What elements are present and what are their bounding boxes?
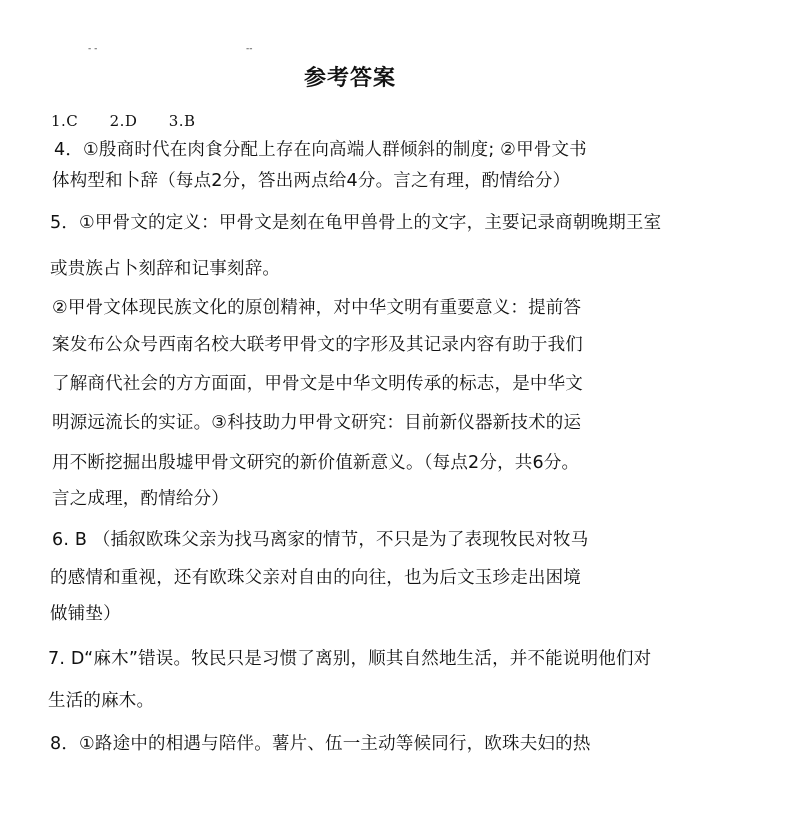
answer-line: 生活的麻木。 xyxy=(48,691,155,711)
mcq-answers xyxy=(51,110,196,132)
page-title: 参考答案 xyxy=(304,66,397,91)
header-mark-right: -- xyxy=(246,44,253,54)
answer-line: 做铺垫） xyxy=(50,604,121,624)
answer-line: 8．①路途中的相遇与陪伴。薯片、伍一主动等候同行，欧珠夫妇的热 xyxy=(50,734,591,754)
answer-line: 言之成理，酌情给分） xyxy=(52,489,229,509)
answer-line: 6. B （插叙欧珠父亲为找马离家的情节，不只是为了表现牧民对牧马 xyxy=(52,530,589,550)
answer-line: 的感情和重视，还有欧珠父亲对自由的向往，也为后文玉珍走出困境 xyxy=(50,568,581,588)
answer-line: 体构型和卜辞（每点2分，答出两点给4分。言之有理，酌情给分） xyxy=(52,171,571,191)
answer-line: 用不断挖掘出殷墟甲骨文研究的新价值新意义。（每点2分，共6分。 xyxy=(52,453,580,473)
answer-line: 明源远流长的实证。③科技助力甲骨文研究：目前新仪器新技术的运 xyxy=(52,413,582,433)
answer-line: 了解商代社会的方方面面，甲骨文是中华文明传承的标志，是中华文 xyxy=(52,374,583,394)
answer-q1: 1.C xyxy=(51,112,79,130)
answer-line: 4．①殷商时代在肉食分配上存在向高端人群倾斜的制度; ②甲骨文书 xyxy=(54,140,587,160)
answer-line: 案发布公众号西南名校大联考甲骨文的字形及其记录内容有助于我们 xyxy=(52,335,583,355)
answer-line: 或贵族占卜刻辞和记事刻辞。 xyxy=(50,259,281,279)
header-mark-left: - - xyxy=(88,44,98,54)
answer-q2: 2.D xyxy=(109,112,138,130)
answer-line: ②甲骨文体现民族文化的原创精神，对中华文明有重要意义：提前答 xyxy=(52,298,582,318)
answer-line: 5．①甲骨文的定义：甲骨文是刻在龟甲兽骨上的文字，主要记录商朝晚期王室 xyxy=(50,213,662,233)
answer-line: 7. D“麻木”错误。牧民只是习惯了离别，顺其自然地生活，并不能说明他们对 xyxy=(48,649,652,669)
answer-q3: 3.B xyxy=(168,112,196,130)
